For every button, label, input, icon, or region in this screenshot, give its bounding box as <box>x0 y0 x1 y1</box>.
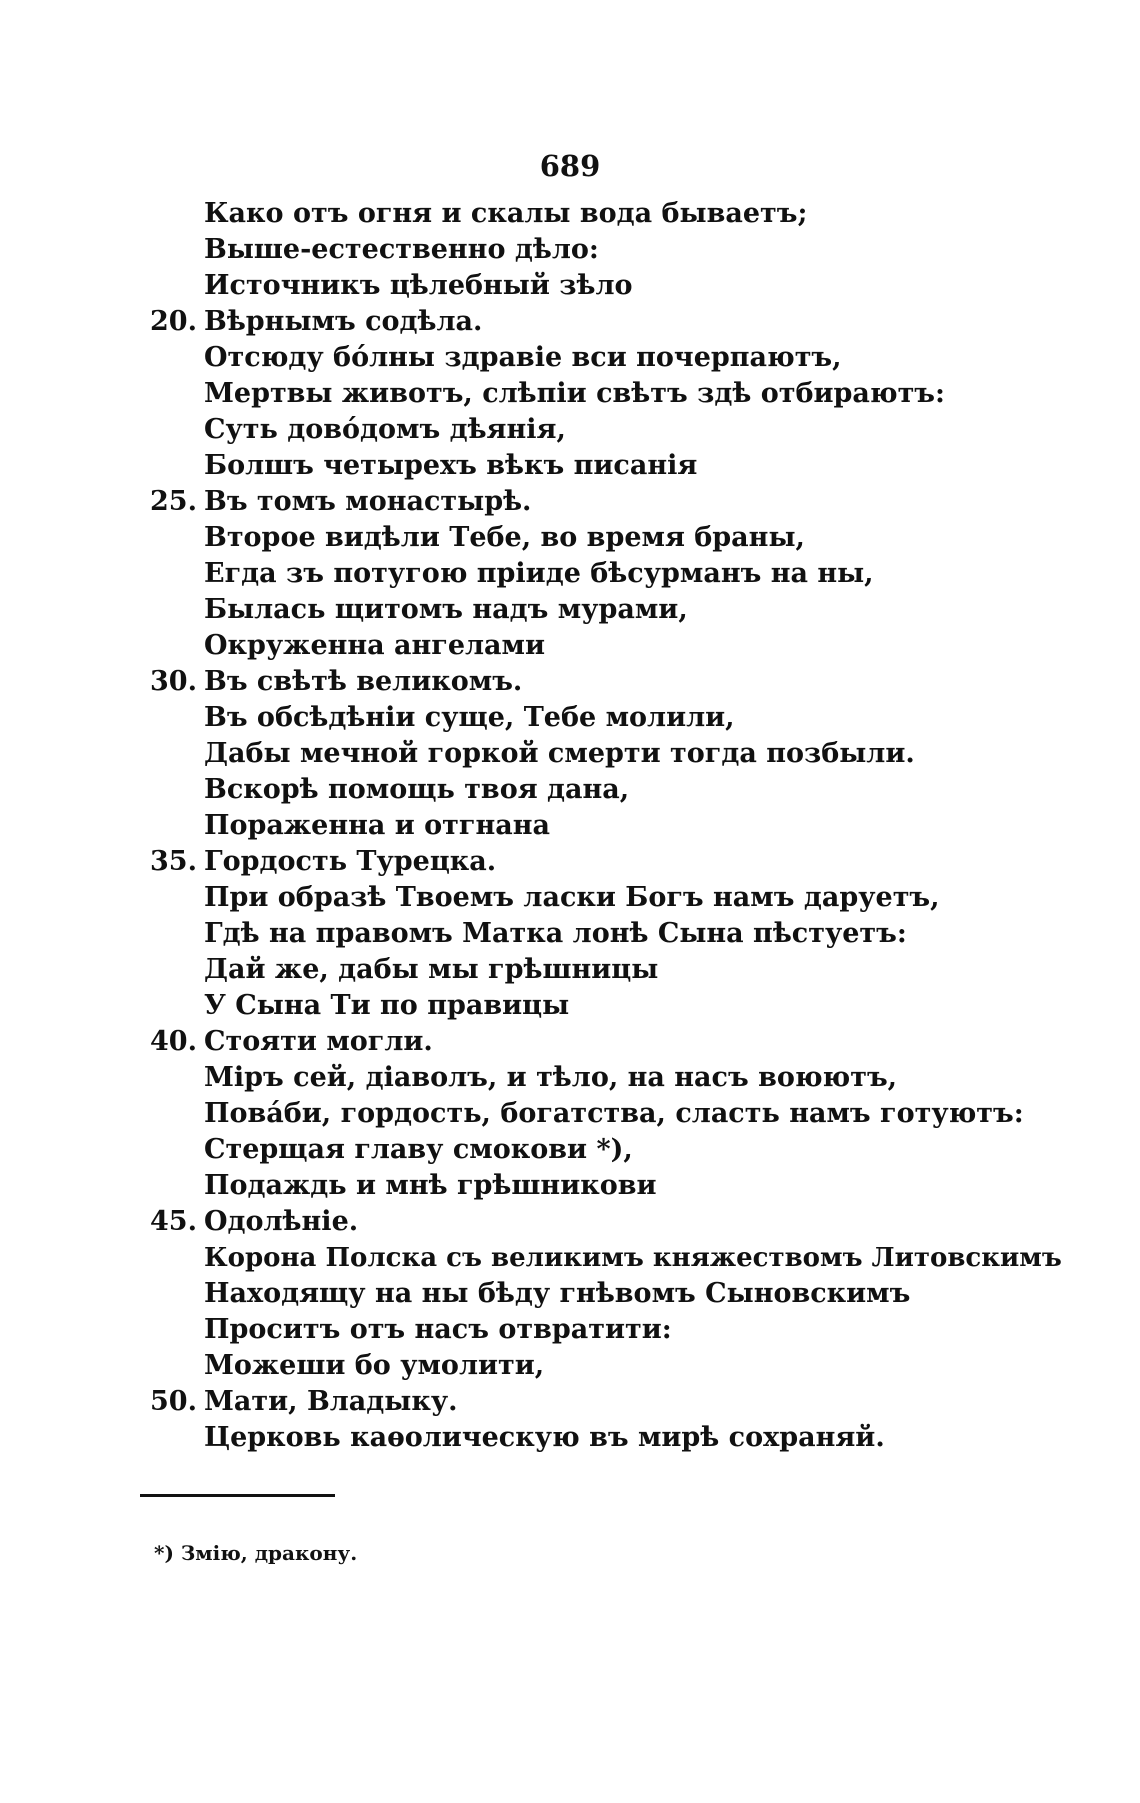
line-text: Стерщая главу смокови *), <box>204 1134 633 1165</box>
line-text: Гордость Турецка. <box>204 846 497 877</box>
poem-line <box>150 520 1080 556</box>
line-number: 40. <box>150 1026 197 1057</box>
line-text: Болшъ четырехъ вѣкъ писанія <box>204 450 698 481</box>
line-text: Егда зъ потугою пріиде бѣсурманъ на ны, <box>204 558 874 589</box>
footnote-divider <box>140 1494 335 1497</box>
line-number: 35. <box>150 846 197 877</box>
line-text: Дабы мечной горкой смерти тогда позбыли. <box>204 738 915 769</box>
poem-line <box>150 592 1080 628</box>
poem-line <box>150 952 1080 988</box>
line-text: Былась щитомъ надъ мурами, <box>204 594 688 625</box>
line-text: При образѣ Твоемъ ласки Богъ намъ даруетъ, <box>204 882 940 913</box>
line-number: 50. <box>150 1386 197 1417</box>
poem-line <box>150 1096 1080 1132</box>
line-text: Како отъ огня и скалы вода бываетъ; <box>204 198 808 229</box>
poem-line <box>150 340 1080 376</box>
poem-line <box>150 880 1080 916</box>
poem-line <box>150 808 1080 844</box>
line-text: Одолѣніе. <box>204 1206 359 1237</box>
line-text: Окруженна ангелами <box>204 630 546 661</box>
line-text: Корона Полска съ великимъ княжествомъ Литовскимъ <box>204 1243 1062 1273</box>
line-text: Міръ сей, діаволъ, и тѣло, на насъ воюютъ, <box>204 1062 898 1093</box>
line-text: Пораженна и отгнана <box>204 810 550 841</box>
line-text: Подаждь и мнѣ грѣшникови <box>204 1170 657 1201</box>
poem-line <box>150 1024 1080 1060</box>
line-text: Мати, Владыку. <box>204 1386 458 1417</box>
poem-line <box>150 988 1080 1024</box>
poem-line <box>150 844 1080 880</box>
line-text: Въ свѣтѣ великомъ. <box>204 666 523 697</box>
poem-line <box>150 556 1080 592</box>
poem-line <box>150 772 1080 808</box>
poem-line <box>150 376 1080 412</box>
poem-line <box>150 736 1080 772</box>
line-text: Стояти могли. <box>204 1026 433 1057</box>
poem-line <box>150 1240 1080 1276</box>
line-number: 20. <box>150 306 197 337</box>
poem-line <box>150 484 1080 520</box>
line-text: Гдѣ на правомъ Матка лонѣ Сына пѣстуетъ: <box>204 918 907 949</box>
line-text: У Сына Ти по правицы <box>204 990 570 1021</box>
line-text: Выше-естественно дѣло: <box>204 234 599 265</box>
poem-line <box>150 232 1080 268</box>
poem-line <box>150 628 1080 664</box>
poem-line <box>150 664 1080 700</box>
line-text: Отсюду бо́лны здравіе вси почерпаютъ, <box>204 342 842 373</box>
poem-line <box>150 1168 1080 1204</box>
line-text: Можеши бо умолити, <box>204 1350 545 1381</box>
poem-line <box>150 304 1080 340</box>
line-number: 30. <box>150 666 197 697</box>
poem-line <box>150 700 1080 736</box>
poem-line <box>150 196 1080 232</box>
poem-line <box>150 448 1080 484</box>
poem-line <box>150 268 1080 304</box>
line-text: Второе видѣли Тебе, во время браны, <box>204 522 805 553</box>
page-number: 689 <box>539 149 601 183</box>
line-text: Въ томъ монастырѣ. <box>204 486 532 517</box>
poem-line <box>150 1312 1080 1348</box>
line-text: Церковь каѳолическую въ мирѣ сохраняй. <box>204 1422 885 1453</box>
line-text: Вѣрнымъ содѣла. <box>204 306 483 337</box>
poem-line <box>150 1204 1080 1240</box>
line-text: Находящу на ны бѣду гнѣвомъ Сыновскимъ <box>204 1278 911 1309</box>
poem-line <box>150 916 1080 952</box>
line-text: Въ обсѣдѣніи суще, Тебе молили, <box>204 702 735 733</box>
poem-line <box>150 1276 1080 1312</box>
line-text: Вскорѣ помощь твоя дана, <box>204 774 630 805</box>
poem-line <box>150 1420 1080 1456</box>
poem-line <box>150 1348 1080 1384</box>
poem-line <box>150 412 1080 448</box>
line-text: Мертвы животъ, слѣпіи свѣтъ здѣ отбираютъ: <box>204 378 945 409</box>
footnote: *) Змію, дракону. <box>154 1541 358 1565</box>
line-number: 25. <box>150 486 197 517</box>
poem-line <box>150 1132 1080 1168</box>
line-text: Пова́би, гордость, богатства, сласть намъ готуютъ: <box>204 1098 1024 1129</box>
line-number: 45. <box>150 1206 197 1237</box>
line-text: Источникъ цѣлебный зѣло <box>204 270 633 301</box>
poem-text <box>150 196 1080 1456</box>
line-text: Суть дово́домъ дѣянія, <box>204 414 566 445</box>
poem-line <box>150 1384 1080 1420</box>
poem-line <box>150 1060 1080 1096</box>
line-text: Проситъ отъ насъ отвратити: <box>204 1314 672 1345</box>
line-text: Дай же, дабы мы грѣшницы <box>204 954 659 985</box>
